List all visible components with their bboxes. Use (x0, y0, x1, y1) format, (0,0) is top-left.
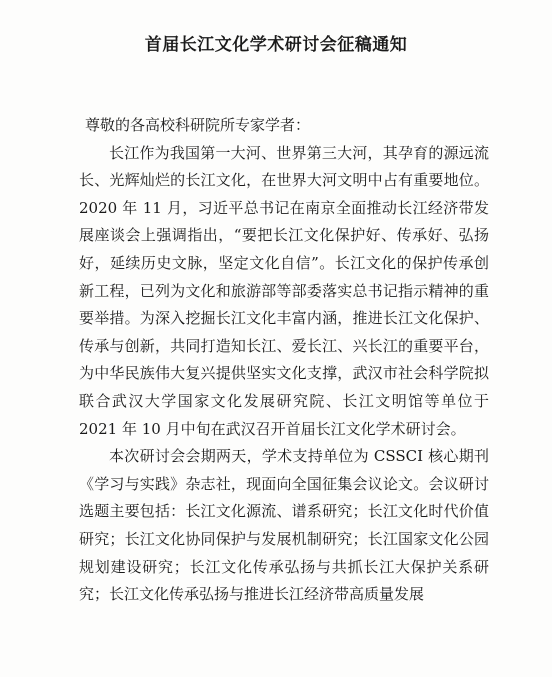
document-body (79, 112, 489, 609)
paragraph-2: 本次研讨会会期两天，学术支持单位为 CSSCI 核心期刊《学习与实践》杂志社，现面向全国征集会议论文。会议研讨选题主要包括：长江文化源流、谱系研究；长江文化时代价值研究；长江文化协同保护与发展机制研究；长江国家文化公园规划建设研究；长江文化传承弘扬与共抓长江大保护关系研究；长江文化传承弘扬与推进长江经济带高质量发展 (79, 447, 489, 604)
salutation: 尊敬的各高校科研院所专家学者： (85, 116, 311, 134)
document-title: 首届长江文化学术研讨会征稿通知 (144, 35, 408, 55)
paragraph-1: 长江作为我国第一大河、世界第三大河，其孕育的源远流长、光辉灿烂的长江文化，在世界大河文明中占有重要地位。2020 年 11 月，习近平总书记在南京全面推动长江经济带发展座谈会上强调指出，“要把长江文化保护好、传承好、弘扬好，延续历史文脉，坚定文化自信”。长江文化的保护传承创新工程，已列为文化和旅游部等部委落实总书记指示精神的重要举措。为深入挖掘长江文化丰富内涵，推进长江文化保护、传承与创新，共同打造知长江、爱长江、兴长江的重要平台，为中华民族伟大复兴提供坚实文化支撑，武汉市社会科学院拟联合武汉大学国家文化发展研究院、长江文明馆等单位于 2021 年 10 月中旬在武汉召开首届长江文化学术研讨会。 (79, 143, 489, 438)
